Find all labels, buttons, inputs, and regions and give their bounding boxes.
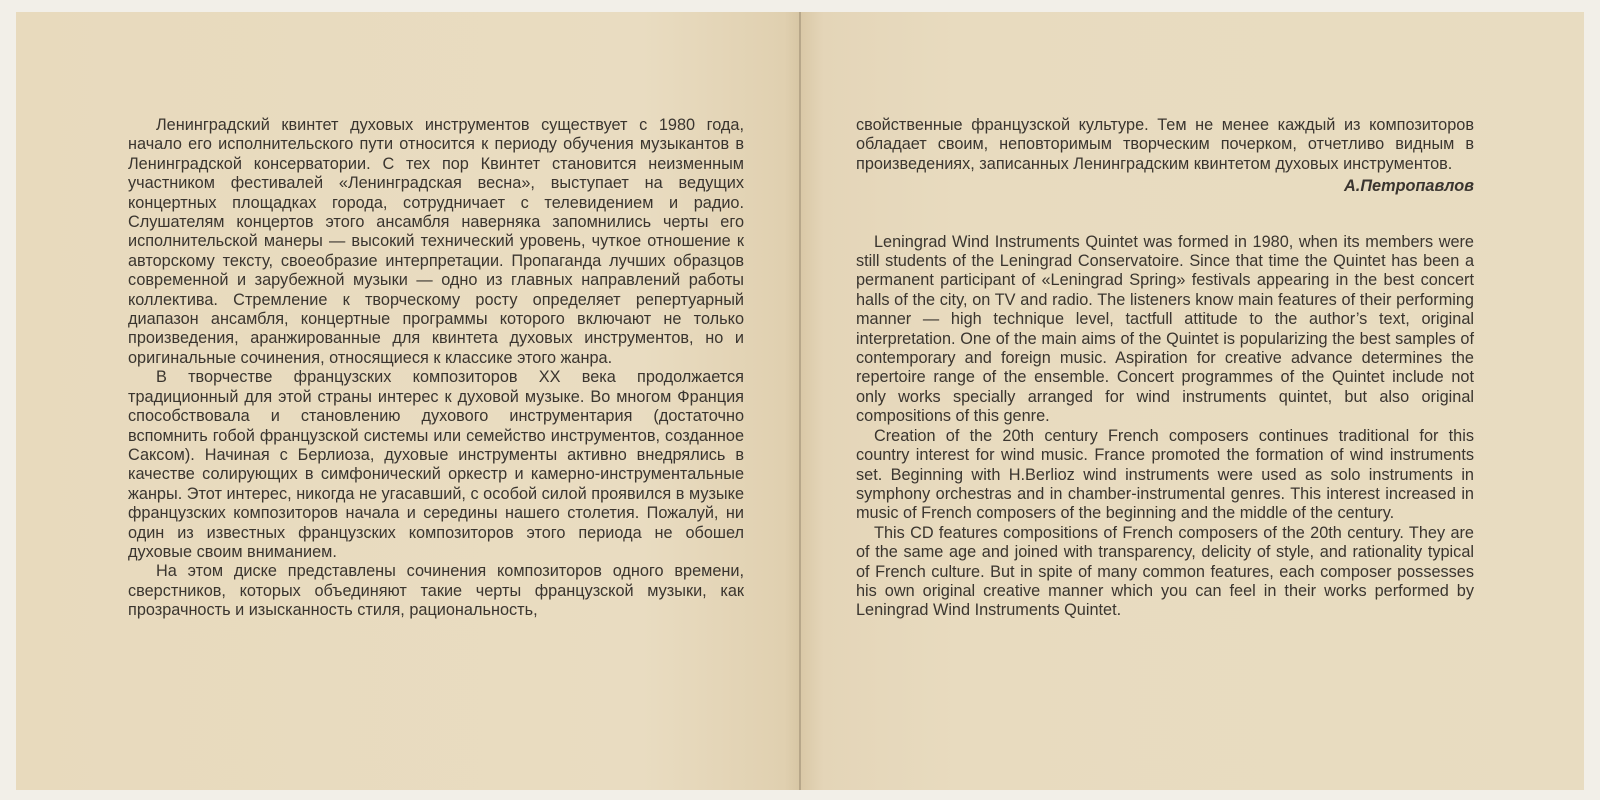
open-booklet xyxy=(16,12,1584,790)
booklet-fold xyxy=(799,12,801,790)
right-page xyxy=(800,12,1584,790)
right-text-column xyxy=(856,116,1474,621)
en-paragraph-2: Creation of the 20th century French composers continues traditional for this country interest for wind music. France promoted the formation of wind instruments set. Beginning with H.Berlioz wind instruments were used as solo instruments in symphony orchestras and in chamber-instrumental genres. This interest increased in music of French composers of the beginning and the middle of the century. xyxy=(856,426,1474,523)
ru-paragraph-1: Ленинградский квинтет духовых инструментов существует с 1980 года, начало его исполнительского пути относится к периоду обучения музыкантов в Ленинградской консерватории. С тех пор Квинтет становится неизменным участником фестивалей «Ленинградская весна», выступает на ведущих концертных площадках города, сотрудничает с телевидением и радио. Слушателям концертов этого ансамбля наверняка запомнились черты его исполнительской манеры — высокий технический уровень, чуткое отношение к авторскому тексту, своеобразие интерпретации. Пропаганда лучших образцов современной и зарубежной музыки — одно из главных направлений работы коллектива. Стремление к творческому росту определяет репертуарный диапазон ансамбля, концертные программы которого включают не только произведения, аранжированные для квинтета духовых инструментов, но и оригинальные сочинения, относящиеся к классике этого жанра. xyxy=(128,116,744,367)
author-signature: А.Петропавлов xyxy=(1344,177,1474,196)
ru-paragraph-3: На этом диске представлены сочинения композиторов одного времени, сверстников, которых объединяют такие черты французской музыки, как прозрачность и изысканность стиля, рациональность, xyxy=(128,562,744,620)
en-paragraph-3: This CD features compositions of French composers of the 20th century. They are of the same age and joined with transparency, delicity of style, and rationality typical of French culture. But in spite of many common features, each composer possesses his own original creative manner which you can feel in their works performed by Leningrad Wind Instruments Quintet. xyxy=(856,523,1474,620)
left-page xyxy=(16,12,800,790)
ru-paragraph-3-continuation: свойственные французской культуре. Тем не менее каждый из композиторов обладает своим, неповторимым творческим почерком, отчетливо видным в произведениях, записанных Ленинградским квинтетом духовых инструментов. xyxy=(856,116,1474,173)
russian-text-column xyxy=(128,116,744,621)
ru-paragraph-2: В творчестве французских композиторов XX века продолжается традиционный для этой страны интерес к духовой музыке. Во многом Франция способствовала и становлению духового инструментария (достаточно вспомнить гобой французской системы или семейство инструментов, созданное Саксом). Начиная с Берлиоза, духовые инструменты активно внедрялись в качестве солирующих в симфонический оркестр и камерно-инструментальные жанры. Этот интерес, никогда не угасавший, с особой силой проявился в музыке французских композиторов начала и середины нашего столетия. Пожалуй, ни один из известных французских композиторов этого периода не обошел духовые своим вниманием. xyxy=(128,368,744,561)
en-paragraph-1: Leningrad Wind Instruments Quintet was formed in 1980, when its members were still students of the Leningrad Conservatoire. Since that time the Quintet has been a permanent participant of «Leningrad Spring» festivals appearing in the best concert halls of the city, on TV and radio. The listeners know main features of their performing manner — high technique level, tactfull attitude to the author’s text, original interpretation. One of the main aims of the Quintet is popularizing the best samples of contemporary and foreign music. Aspiration for creative advance determines the repertoire range of the ensemble. Concert programmes of the Quintet include not only works specially arranged for wind instruments quintet, but also original compositions of this genre. xyxy=(856,232,1474,426)
english-text xyxy=(856,233,1474,621)
section-gap xyxy=(856,197,1474,233)
